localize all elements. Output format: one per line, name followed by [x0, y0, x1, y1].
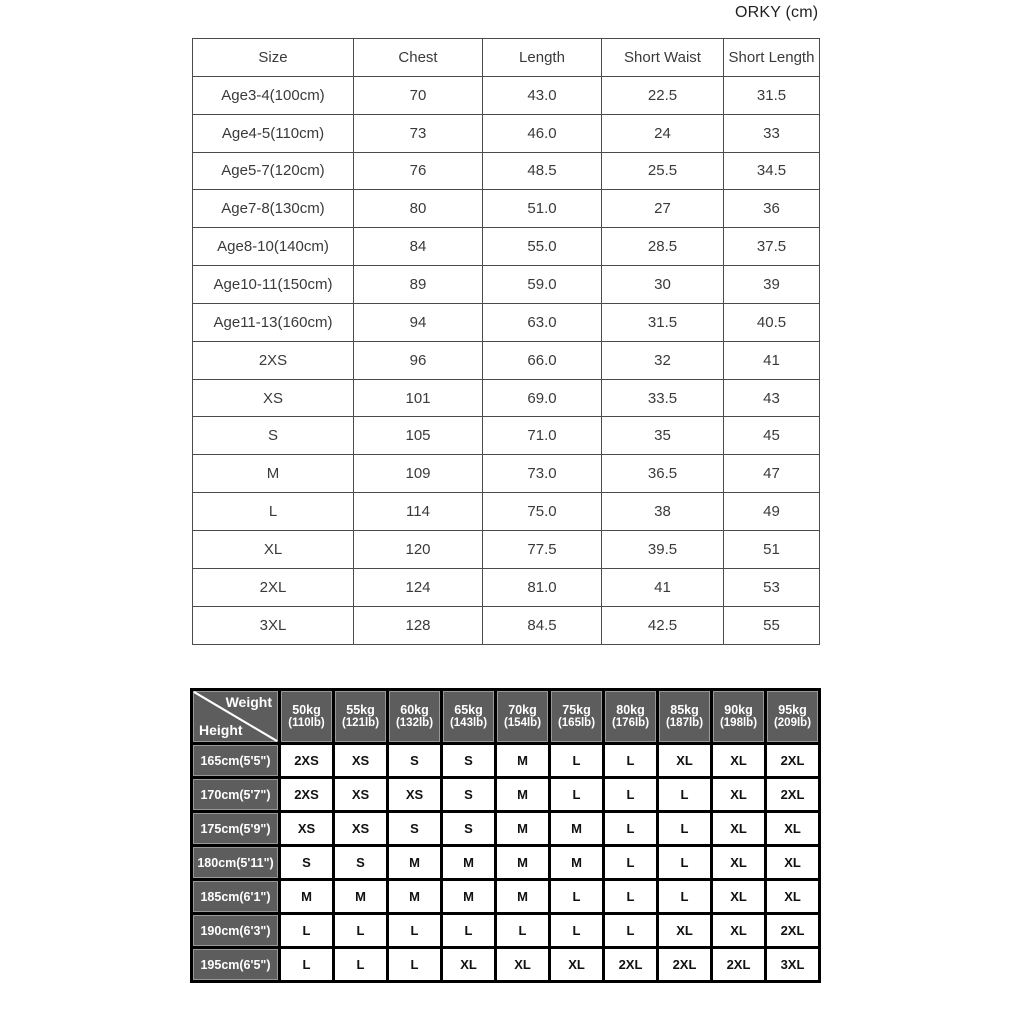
measurement-value-cell: 43.0: [483, 76, 602, 114]
measurement-value-cell: 41: [602, 568, 724, 606]
fit-size-cell: L: [388, 948, 442, 982]
weight-kg-label: 75kg: [562, 702, 591, 717]
fit-size-cell: XL: [496, 948, 550, 982]
fit-table-row: [192, 948, 820, 982]
weight-lb-label: (198lb): [719, 717, 758, 730]
fit-size-cell: XL: [712, 880, 766, 914]
measurement-value-cell: 33: [724, 114, 820, 152]
measurement-value-cell: 84.5: [483, 606, 602, 644]
weight-lb-label: (154lb): [503, 717, 542, 730]
weight-column-header: [658, 690, 712, 744]
size-table-body: [193, 76, 820, 644]
fit-size-cell: L: [604, 846, 658, 880]
fit-size-cell: L: [658, 846, 712, 880]
weight-lb-label: (165lb): [557, 717, 596, 730]
measurement-value-cell: 41: [724, 341, 820, 379]
weight-lb-label: (143lb): [449, 717, 488, 730]
fit-size-cell: L: [550, 880, 604, 914]
measurement-value-cell: 33.5: [602, 379, 724, 417]
measurement-value-cell: 35: [602, 417, 724, 455]
height-label-cell: 185cm(6'1"): [192, 880, 280, 914]
fit-table-row: [192, 914, 820, 948]
fit-size-cell: XL: [550, 948, 604, 982]
fit-size-cell: L: [550, 914, 604, 948]
height-label-cell: 180cm(5'11"): [192, 846, 280, 880]
size-label-cell: S: [193, 417, 354, 455]
measurement-value-cell: 55: [724, 606, 820, 644]
fit-size-cell: XL: [766, 812, 820, 846]
fit-size-cell: 2XL: [604, 948, 658, 982]
weight-lb-label: (187lb): [665, 717, 704, 730]
fit-table-row: [192, 812, 820, 846]
measurement-value-cell: 42.5: [602, 606, 724, 644]
weight-kg-label: 50kg: [292, 702, 321, 717]
measurement-value-cell: 37.5: [724, 228, 820, 266]
fit-size-cell: XL: [658, 914, 712, 948]
size-table-row: [193, 379, 820, 417]
fit-size-cell: M: [496, 744, 550, 778]
weight-kg-label: 80kg: [616, 702, 645, 717]
size-table-row: [193, 568, 820, 606]
size-table-row: [193, 606, 820, 644]
size-table-row: [193, 190, 820, 228]
height-label-cell: 170cm(5'7"): [192, 778, 280, 812]
weight-kg-label: 65kg: [454, 702, 483, 717]
measurement-value-cell: 36: [724, 190, 820, 228]
measurement-value-cell: 71.0: [483, 417, 602, 455]
fit-size-cell: M: [442, 846, 496, 880]
fit-size-cell: L: [280, 948, 334, 982]
measurement-value-cell: 77.5: [483, 530, 602, 568]
measurement-value-cell: 109: [354, 455, 483, 493]
measurement-value-cell: 22.5: [602, 76, 724, 114]
size-table-row: [193, 152, 820, 190]
measurement-value-cell: 124: [354, 568, 483, 606]
size-label-cell: 2XS: [193, 341, 354, 379]
size-label-cell: Age5-7(120cm): [193, 152, 354, 190]
measurement-value-cell: 31.5: [724, 76, 820, 114]
size-label-cell: 2XL: [193, 568, 354, 606]
fit-size-cell: M: [334, 880, 388, 914]
fit-size-cell: M: [496, 812, 550, 846]
fit-size-cell: M: [388, 880, 442, 914]
fit-size-cell: L: [334, 914, 388, 948]
measurement-value-cell: 120: [354, 530, 483, 568]
fit-table-row: [192, 778, 820, 812]
weight-column-header: [496, 690, 550, 744]
height-label-cell: 165cm(5'5"): [192, 744, 280, 778]
measurement-value-cell: 43: [724, 379, 820, 417]
weight-kg-label: 85kg: [670, 702, 699, 717]
fit-size-cell: L: [280, 914, 334, 948]
measurement-value-cell: 84: [354, 228, 483, 266]
fit-size-cell: L: [658, 778, 712, 812]
measurement-value-cell: 66.0: [483, 341, 602, 379]
fit-size-cell: M: [388, 846, 442, 880]
fit-size-cell: S: [442, 744, 496, 778]
fit-size-cell: S: [442, 812, 496, 846]
fit-table-header-row: [192, 690, 820, 744]
size-table-row: [193, 266, 820, 304]
measurement-value-cell: 55.0: [483, 228, 602, 266]
column-header-size: Size: [193, 39, 354, 77]
measurement-value-cell: 96: [354, 341, 483, 379]
size-label-cell: Age11-13(160cm): [193, 303, 354, 341]
measurement-value-cell: 51.0: [483, 190, 602, 228]
weight-lb-label: (132lb): [395, 717, 434, 730]
measurement-value-cell: 59.0: [483, 266, 602, 304]
fit-size-cell: XL: [712, 846, 766, 880]
weight-kg-label: 60kg: [400, 702, 429, 717]
weight-column-header: [280, 690, 334, 744]
fit-size-cell: 2XL: [766, 914, 820, 948]
fit-size-cell: M: [550, 812, 604, 846]
fit-size-cell: L: [442, 914, 496, 948]
size-label-cell: M: [193, 455, 354, 493]
measurement-value-cell: 53: [724, 568, 820, 606]
measurement-value-cell: 47: [724, 455, 820, 493]
fit-size-cell: M: [496, 778, 550, 812]
size-label-cell: Age3-4(100cm): [193, 76, 354, 114]
fit-size-cell: 2XL: [712, 948, 766, 982]
measurement-value-cell: 36.5: [602, 455, 724, 493]
fit-table-body: [192, 744, 820, 982]
height-label-cell: 175cm(5'9"): [192, 812, 280, 846]
size-table-row: [193, 341, 820, 379]
measurement-value-cell: 24: [602, 114, 724, 152]
fit-size-cell: 2XS: [280, 778, 334, 812]
column-header-length: Length: [483, 39, 602, 77]
measurement-value-cell: 101: [354, 379, 483, 417]
fit-size-cell: 3XL: [766, 948, 820, 982]
measurement-value-cell: 73: [354, 114, 483, 152]
fit-size-cell: XL: [712, 914, 766, 948]
weight-column-header: [334, 690, 388, 744]
corner-weight-label: Weight: [225, 694, 272, 710]
measurement-value-cell: 70: [354, 76, 483, 114]
fit-size-cell: L: [604, 744, 658, 778]
size-table-row: [193, 76, 820, 114]
size-measurements-table: [192, 38, 820, 645]
fit-size-cell: L: [604, 778, 658, 812]
fit-table-row: [192, 880, 820, 914]
column-header-short-waist: Short Waist: [602, 39, 724, 77]
measurement-value-cell: 89: [354, 266, 483, 304]
fit-size-cell: L: [604, 812, 658, 846]
measurement-value-cell: 114: [354, 493, 483, 531]
measurement-value-cell: 51: [724, 530, 820, 568]
size-table-row: [193, 114, 820, 152]
measurement-value-cell: 38: [602, 493, 724, 531]
measurement-value-cell: 45: [724, 417, 820, 455]
measurement-value-cell: 49: [724, 493, 820, 531]
size-table-row: [193, 303, 820, 341]
measurement-value-cell: 39.5: [602, 530, 724, 568]
fit-size-cell: L: [658, 880, 712, 914]
measurement-value-cell: 25.5: [602, 152, 724, 190]
measurement-value-cell: 75.0: [483, 493, 602, 531]
size-table-header-row: [193, 39, 820, 77]
fit-size-cell: XS: [280, 812, 334, 846]
fit-size-cell: L: [604, 914, 658, 948]
fit-size-cell: 2XL: [766, 778, 820, 812]
height-label-cell: 190cm(6'3"): [192, 914, 280, 948]
fit-size-cell: XL: [712, 778, 766, 812]
measurement-value-cell: 46.0: [483, 114, 602, 152]
fit-size-cell: 2XS: [280, 744, 334, 778]
size-table-row: [193, 228, 820, 266]
fit-size-cell: L: [550, 744, 604, 778]
fit-size-cell: M: [442, 880, 496, 914]
measurement-value-cell: 73.0: [483, 455, 602, 493]
measurement-value-cell: 81.0: [483, 568, 602, 606]
fit-table-row: [192, 744, 820, 778]
measurement-value-cell: 39: [724, 266, 820, 304]
size-label-cell: Age10-11(150cm): [193, 266, 354, 304]
weight-kg-label: 55kg: [346, 702, 375, 717]
fit-size-cell: 2XL: [658, 948, 712, 982]
fit-size-cell: L: [388, 914, 442, 948]
fit-size-cell: XL: [442, 948, 496, 982]
weight-lb-label: (110lb): [288, 717, 325, 730]
fit-size-cell: XL: [658, 744, 712, 778]
size-label-cell: XS: [193, 379, 354, 417]
measurement-value-cell: 28.5: [602, 228, 724, 266]
fit-size-cell: M: [280, 880, 334, 914]
fit-size-cell: XS: [334, 778, 388, 812]
size-label-cell: Age8-10(140cm): [193, 228, 354, 266]
column-header-chest: Chest: [354, 39, 483, 77]
measurement-value-cell: 105: [354, 417, 483, 455]
measurement-value-cell: 34.5: [724, 152, 820, 190]
fit-size-cell: S: [280, 846, 334, 880]
units-label: ORKY (cm): [735, 4, 819, 21]
height-label-cell: 195cm(6'5"): [192, 948, 280, 982]
fit-size-cell: L: [550, 778, 604, 812]
weight-kg-label: 95kg: [778, 702, 807, 717]
fit-size-cell: M: [496, 846, 550, 880]
measurement-value-cell: 30: [602, 266, 724, 304]
corner-height-label: Height: [199, 722, 243, 738]
measurement-value-cell: 76: [354, 152, 483, 190]
fit-size-cell: M: [550, 846, 604, 880]
size-label-cell: XL: [193, 530, 354, 568]
weight-column-header: [550, 690, 604, 744]
size-table-row: [193, 530, 820, 568]
fit-size-cell: XS: [334, 744, 388, 778]
weight-column-header: [442, 690, 496, 744]
weight-lb-label: (121lb): [341, 717, 380, 730]
measurement-value-cell: 48.5: [483, 152, 602, 190]
fit-size-cell: 2XL: [766, 744, 820, 778]
fit-size-cell: XL: [766, 846, 820, 880]
fit-size-cell: S: [388, 744, 442, 778]
fit-size-cell: S: [334, 846, 388, 880]
size-table-row: [193, 455, 820, 493]
weight-column-header: [766, 690, 820, 744]
weight-lb-label: (209lb): [773, 717, 812, 730]
weight-column-header: [712, 690, 766, 744]
size-table-row: [193, 417, 820, 455]
measurement-value-cell: 32: [602, 341, 724, 379]
fit-size-cell: S: [442, 778, 496, 812]
measurement-value-cell: 40.5: [724, 303, 820, 341]
weight-column-header: [604, 690, 658, 744]
fit-size-cell: L: [658, 812, 712, 846]
fit-size-cell: XL: [712, 744, 766, 778]
corner-weight-height-cell: [192, 690, 280, 744]
weight-kg-label: 70kg: [508, 702, 537, 717]
weight-column-header: [388, 690, 442, 744]
measurement-value-cell: 63.0: [483, 303, 602, 341]
weight-lb-label: (176lb): [611, 717, 650, 730]
column-header-short-length: Short Length: [724, 39, 820, 77]
measurement-value-cell: 128: [354, 606, 483, 644]
weight-height-fit-table: [190, 688, 821, 983]
measurement-value-cell: 27: [602, 190, 724, 228]
size-label-cell: 3XL: [193, 606, 354, 644]
weight-kg-label: 90kg: [724, 702, 753, 717]
fit-size-cell: L: [496, 914, 550, 948]
fit-size-cell: S: [388, 812, 442, 846]
measurement-value-cell: 69.0: [483, 379, 602, 417]
measurement-value-cell: 94: [354, 303, 483, 341]
fit-size-cell: L: [334, 948, 388, 982]
fit-size-cell: XS: [334, 812, 388, 846]
fit-size-cell: XS: [388, 778, 442, 812]
size-label-cell: L: [193, 493, 354, 531]
fit-table-row: [192, 846, 820, 880]
size-label-cell: Age4-5(110cm): [193, 114, 354, 152]
size-table-row: [193, 493, 820, 531]
fit-size-cell: M: [496, 880, 550, 914]
size-label-cell: Age7-8(130cm): [193, 190, 354, 228]
fit-size-cell: XL: [712, 812, 766, 846]
measurement-value-cell: 80: [354, 190, 483, 228]
fit-size-cell: L: [604, 880, 658, 914]
measurement-value-cell: 31.5: [602, 303, 724, 341]
fit-size-cell: XL: [766, 880, 820, 914]
